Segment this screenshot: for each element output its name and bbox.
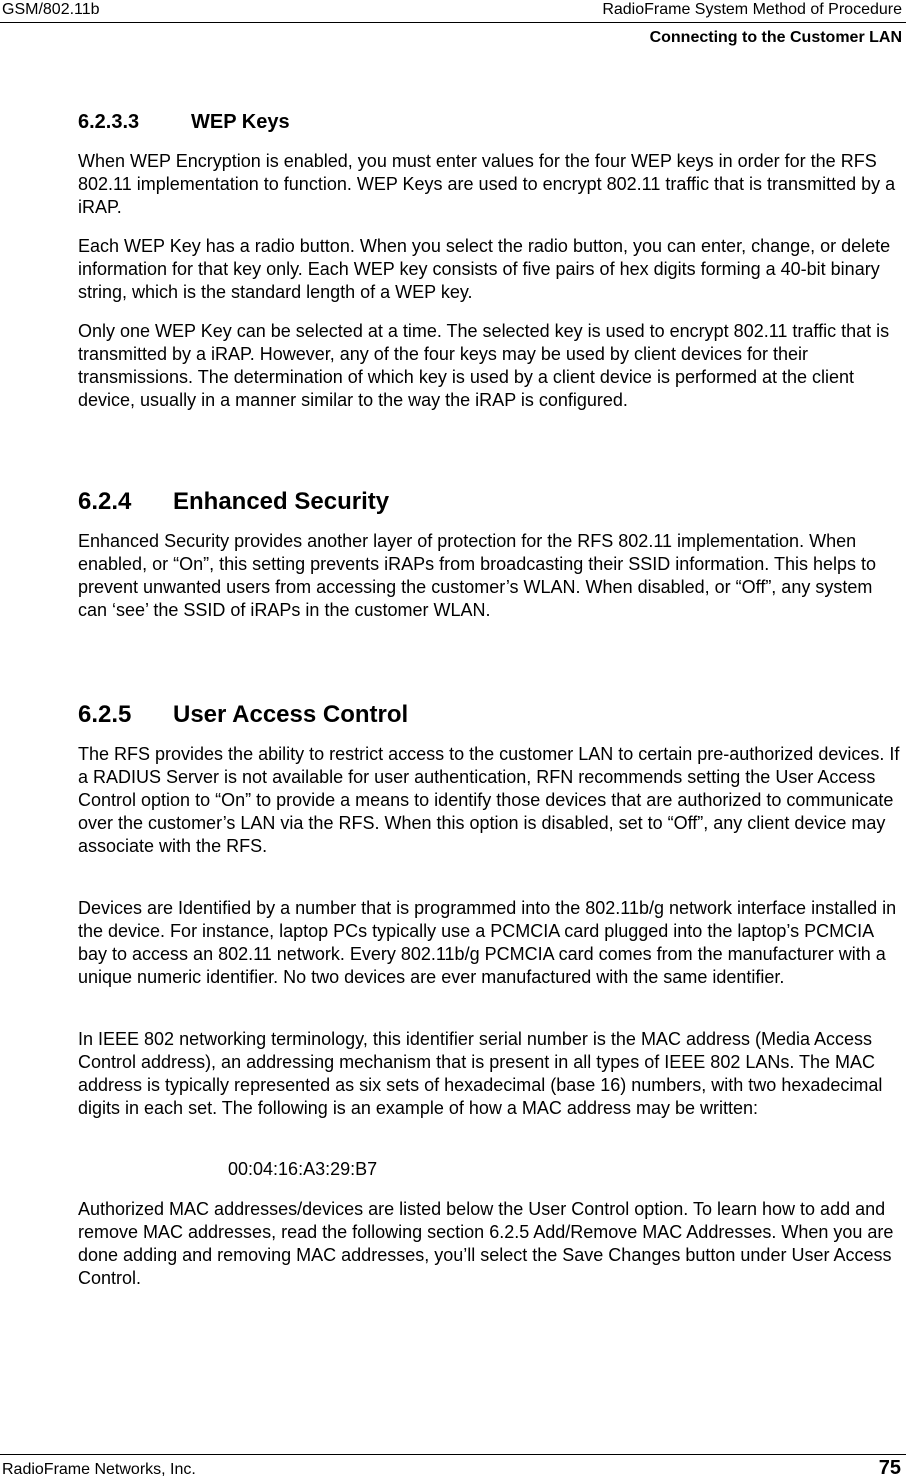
paragraph: Devices are Identified by a number that is programmed into the 802.11b/g network interface installed in the device. For instance, laptop PCs typically use a PCMCIA card plugged into the laptop’s PCMCIA bay to access an 802.11 network. Every 802.11b/g PCMCIA card comes from the manufacturer with a unique numeric identifier. No two devices are ever manufactured with the same identifier. — [78, 898, 897, 987]
heading-enhanced-security — [78, 488, 906, 516]
heading-user-access-control — [78, 701, 906, 729]
footer-company: RadioFrame Networks, Inc. — [2, 1461, 196, 1478]
header-doc-id: GSM/802.11b — [2, 1, 100, 18]
heading-wep-keys — [78, 111, 906, 134]
page-number: 75 — [878, 1457, 901, 1479]
heading-title: User Access Control — [173, 701, 409, 728]
header-doc-title: RadioFrame System Method of Procedure — [602, 1, 902, 18]
paragraph: Authorized MAC addresses/devices are listed below the User Control option. To learn how to add and remove MAC addresses, read the following section 6.2.5 Add/Remove MAC Addresses. When you are done adding and removing MAC addresses, you’ll select the Save Changes button under User Access Control. — [78, 1199, 894, 1288]
paragraph: Enhanced Security provides another layer of protection for the RFS 802.11 implementation. When enabled, or “On”, this setting prevents iRAPs from broadcasting their SSID information. This helps to prevent unwanted users from accessing the customer’s WLAN. When disabled, or “Off”, any system can ‘see’ the SSID of iRAPs in the customer WLAN. — [78, 531, 877, 620]
paragraph: When WEP Encryption is enabled, you must enter values for the four WEP keys in order for the RFS 802.11 implementation to function. WEP Keys are used to encrypt 802.11 traffic that is transmitted by a iRAP. — [78, 151, 896, 217]
paragraph: In IEEE 802 networking terminology, this identifier serial number is the MAC address (Media Access Control address), an addressing mechanism that is present in all types of IEEE 802 LANs. The MAC address is typically represented as six sets of hexadecimal (base 16) numbers, with two hexadecimal digits in each set. The following is an example of how a MAC address may be written: — [78, 1029, 883, 1118]
footer-rule — [0, 1454, 906, 1455]
paragraph: Each WEP Key has a radio button. When you select the radio button, you can enter, change, or delete information for that key only. Each WEP key consists of five pairs of hex digits forming a 40-bit binary string, which is the standard length of a WEP key. — [78, 236, 891, 302]
paragraph: The RFS provides the ability to restrict access to the customer LAN to certain pre-authorized devices. If a RADIUS Server is not available for user authentication, RFN recommends setting the User Access Control option to “On” to provide a means to identify those devices that are authorized to communicate over the customer’s LAN via the RFS. When this option is disabled, set to “Off”, any client device may associate with the RFS. — [78, 744, 900, 856]
mac-address-example: 00:04:16:A3:29:B7 — [228, 1159, 378, 1179]
heading-title: WEP Keys — [191, 111, 290, 133]
heading-number: 6.2.4 — [78, 488, 132, 515]
header-chapter-title: Connecting to the Customer LAN — [649, 29, 902, 46]
paragraph: Only one WEP Key can be selected at a time. The selected key is used to encrypt 802.11 traffic that is transmitted by a iRAP. However, any of the four keys may be used by client devices for their transmissions. The determination of which key is used by a client device is performed at the client device, usually in a manner similar to the way the iRAP is configured. — [78, 321, 890, 410]
heading-number: 6.2.5 — [78, 701, 132, 728]
heading-number: 6.2.3.3 — [78, 111, 140, 133]
heading-title: Enhanced Security — [173, 488, 390, 515]
header-rule — [0, 22, 906, 23]
